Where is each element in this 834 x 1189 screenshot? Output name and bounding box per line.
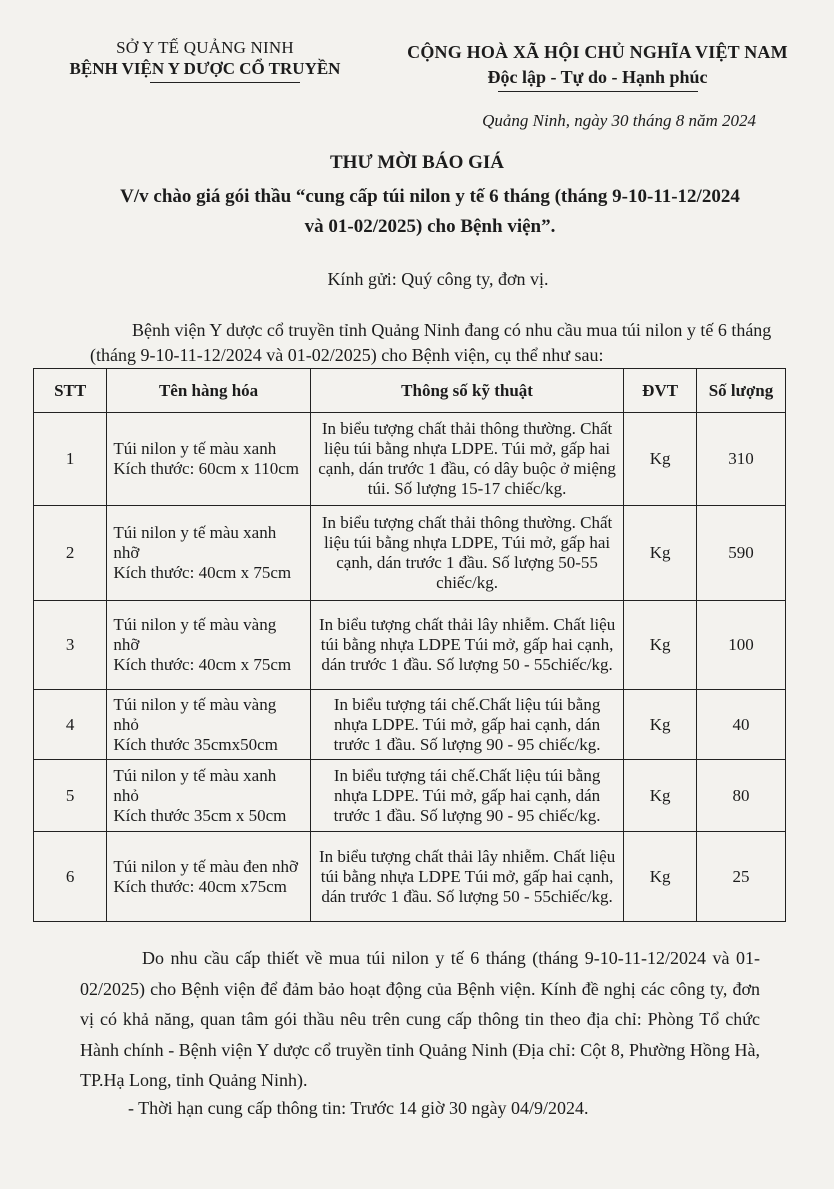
cell-stt: 4 bbox=[34, 690, 107, 760]
item-name: Túi nilon y tế màu đen nhỡ bbox=[113, 856, 298, 876]
document-title: THƯ MỜI BÁO GIÁ bbox=[330, 152, 504, 173]
motto-underline bbox=[498, 91, 698, 92]
item-size: Kích thước: 40cm x 75cm bbox=[113, 655, 292, 674]
cell-name bbox=[107, 832, 310, 922]
item-size: Kích thước 35cmx50cm bbox=[113, 734, 278, 754]
table-header-row bbox=[34, 369, 786, 413]
cell-name bbox=[107, 506, 310, 601]
document-subject: V/v chào giá gói thầu “cung cấp túi nilon y tế 6 tháng (tháng 9-10-11-12/2024 và 01-02/2025) cho Bệnh viện”. bbox=[120, 186, 740, 237]
parent-agency: SỞ Y TẾ QUẢNG NINH bbox=[116, 38, 294, 57]
item-name: Túi nilon y tế màu vàng nhỡ bbox=[113, 615, 277, 654]
cell-spec: In biểu tượng chất thải lây nhiễm. Chất liệu túi bằng nhựa LDPE Túi mở, gấp hai cạnh, dán trước 1 đầu. Số lượng 50 - 55chiếc/kg. bbox=[310, 601, 624, 690]
cell-qty: 25 bbox=[696, 832, 785, 922]
cell-unit: Kg bbox=[624, 413, 697, 506]
cell-unit: Kg bbox=[624, 690, 697, 760]
goods-table bbox=[33, 368, 786, 922]
issuing-agency-block bbox=[40, 38, 370, 83]
item-name: Túi nilon y tế màu xanh nhỏ bbox=[113, 765, 277, 805]
national-motto-block bbox=[380, 42, 815, 92]
cell-stt: 2 bbox=[34, 506, 107, 601]
intro-paragraph: Bệnh viện Y dược cổ truyền tỉnh Quảng Ninh đang có nhu cầu mua túi nilon y tế 6 tháng (tháng 9-10-11-12/2024 và 01-02/2025) cho Bệnh viện, cụ thể như sau: bbox=[90, 320, 772, 365]
item-size: Kích thước: 60cm x 110cm bbox=[113, 459, 299, 478]
cell-unit: Kg bbox=[624, 601, 697, 690]
table-row bbox=[34, 760, 786, 832]
cell-unit: Kg bbox=[624, 760, 697, 832]
hospital-name: BỆNH VIỆN Y DƯỢC CỔ TRUYỀN bbox=[69, 59, 341, 78]
greeting: Kính gửi: Quý công ty, đơn vị. bbox=[327, 269, 549, 289]
cell-qty: 590 bbox=[696, 506, 785, 601]
cell-qty: 310 bbox=[696, 413, 785, 506]
item-name: Túi nilon y tế màu xanh bbox=[113, 439, 277, 458]
header-unit: ĐVT bbox=[624, 369, 697, 413]
request-paragraph: Do nhu cầu cấp thiết về mua túi nilon y tế 6 tháng (tháng 9-10-11-12/2024 và 01-02/2025) cho Bệnh viện để đảm bảo hoạt động của Bệnh viện. Kính đề nghị các công ty, đơn vị có khả năng, quan tâm gói thầu nêu trên cung cấp thông tin theo địa chỉ: Phòng Tổ chức Hành chính - Bệnh viện Y dược cổ truyền tỉnh Quảng Ninh (Địa chỉ: Cột 8, Phường Hồng Hà, TP.Hạ Long, tỉnh Quảng Ninh). bbox=[80, 948, 760, 1090]
table-row bbox=[34, 690, 786, 760]
motto: Độc lập - Tự do - Hạnh phúc bbox=[487, 67, 708, 87]
table-row bbox=[34, 601, 786, 690]
item-name: Túi nilon y tế màu xanh nhỡ bbox=[113, 523, 277, 562]
cell-unit: Kg bbox=[624, 506, 697, 601]
header-spec: Thông số kỹ thuật bbox=[310, 369, 624, 413]
cell-name bbox=[107, 690, 310, 760]
agency-underline bbox=[150, 82, 300, 83]
cell-name bbox=[107, 601, 310, 690]
cell-qty: 100 bbox=[696, 601, 785, 690]
cell-spec: In biểu tượng chất thải thông thường. Chất liệu túi bằng nhựa LDPE. Túi mở, gấp hai cạnh, dán trước 1 đầu, có dây buộc ở miệng túi. Số lượng 15-17 chiếc/kg. bbox=[310, 413, 624, 506]
item-size: Kích thước: 40cm x 75cm bbox=[113, 563, 292, 582]
header-stt: STT bbox=[34, 369, 107, 413]
cell-stt: 1 bbox=[34, 413, 107, 506]
cell-stt: 3 bbox=[34, 601, 107, 690]
header-name: Tên hàng hóa bbox=[107, 369, 310, 413]
country-name: CỘNG HOÀ XÃ HỘI CHỦ NGHĨA VIỆT NAM bbox=[407, 42, 788, 62]
item-size: Kích thước: 40cm x75cm bbox=[113, 876, 287, 896]
cell-name bbox=[107, 413, 310, 506]
table-row bbox=[34, 413, 786, 506]
deadline-line: - Thời hạn cung cấp thông tin: Trước 14 giờ 30 ngày 04/9/2024. bbox=[128, 1098, 589, 1118]
cell-stt: 6 bbox=[34, 832, 107, 922]
cell-spec: In biểu tượng tái chế.Chất liệu túi bằng nhựa LDPE. Túi mở, gấp hai cạnh, dán trước 1 đầu. Số lượng 90 - 95 chiếc/kg. bbox=[310, 690, 624, 760]
cell-spec: In biểu tượng chất thải lây nhiễm. Chất liệu túi bằng nhựa LDPE Túi mở, gấp hai cạnh, dán trước 1 đầu. Số lượng 50 - 55chiếc/kg. bbox=[310, 832, 624, 922]
cell-name bbox=[107, 760, 310, 832]
cell-unit: Kg bbox=[624, 832, 697, 922]
header-qty: Số lượng bbox=[696, 369, 785, 413]
cell-qty: 40 bbox=[696, 690, 785, 760]
item-name: Túi nilon y tế màu vàng nhỏ bbox=[113, 694, 277, 734]
cell-spec: In biểu tượng chất thải thông thường. Chất liệu túi bằng nhựa LDPE, Túi mở, gấp hai cạnh, dán trước 1 đầu. Số lượng 50-55 chiếc/kg. bbox=[310, 506, 624, 601]
cell-stt: 5 bbox=[34, 760, 107, 832]
table-row bbox=[34, 506, 786, 601]
cell-spec: In biểu tượng tái chế.Chất liệu túi bằng nhựa LDPE. Túi mở, gấp hai cạnh, dán trước 1 đầu. Số lượng 90 - 95 chiếc/kg. bbox=[310, 760, 624, 832]
place-date: Quảng Ninh, ngày 30 tháng 8 năm 2024 bbox=[482, 111, 756, 130]
table-row bbox=[34, 832, 786, 922]
cell-qty: 80 bbox=[696, 760, 785, 832]
item-size: Kích thước 35cm x 50cm bbox=[113, 805, 287, 825]
